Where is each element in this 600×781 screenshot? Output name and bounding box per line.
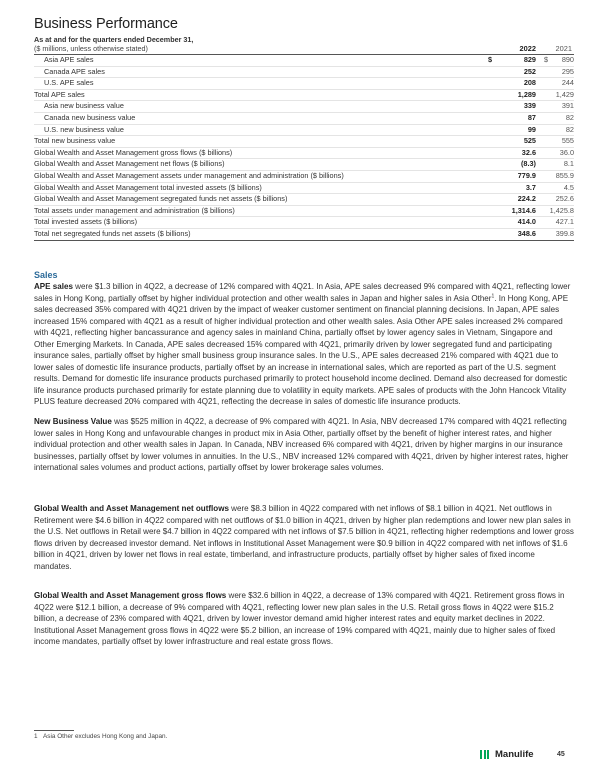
currency-2022 (488, 170, 498, 182)
table-row (34, 78, 574, 90)
value-2021: 555 (548, 136, 574, 148)
currency-2021 (536, 89, 548, 101)
currency-2022 (488, 66, 498, 78)
brand-name: Manulife (495, 749, 534, 760)
paragraph-text: was $525 million in 4Q22, a decrease of 9% compared with 4Q21. In Asia, NBV decreased 17% compared with 4Q21 reflecting lower sales in Hong Kong and unfavourable changes in product mix in Asia Other, partially offset by the benefit of higher interest rates, and higher individual protection and other wealth sales in Japan. In Canada, NBV increased 6% compared with 4Q21, driven by higher margins in our insurance businesses, partially offset by lower volumes in annuities. In the U.S., NBV increased 12% compared with 4Q21, driven by higher interest rates, higher international sales volumes and product actions, partially offset by lower brokerage sales volumes. (34, 417, 569, 473)
value-2022: 414.0 (498, 217, 536, 229)
value-2022: 1,289 (498, 89, 536, 101)
currency-2022 (488, 182, 498, 194)
currency-2021 (536, 147, 548, 159)
paragraph-text: . In Hong Kong, APE sales decreased 35% compared with 4Q21 driven by the impact of weaker customer sentiment on financial planning decisions. In Japan, APE sales increased 15% compared with 4Q21 as a result of higher individual protection and other wealth sales. Asia Other APE sales increased 2% compared with 4Q21, reflecting higher bancassurance and agency sales in mainland China, partially offset by lower agency sales in Vietnam, Singapore and Other Emerging Markets. In Canada, APE sales decreased 15% compared with 4Q21, primarily driven by lower segregated fund and participating insurance sales, partially offset by higher small business group insurance sales. In the U.S., APE sales decreased 21% compared with 4Q21 due to lower sales of domestic life insurance products, partially offset by an increase in international sales, which are reported as part of the U.S. segment results. Demand for domestic life insurance products purchased primarily to protect household income declined. Demand also decreased for domestic life insurance products purchased primarily for estate planning due to volatility in equity markets. APE sales of products with the John Hancock Vitality PLUS feature decreased 20% compared with 4Q21, reflecting the decrease in sales of domestic life insurance products. (34, 293, 569, 407)
currency-2022: $ (488, 55, 498, 66)
value-2021: 1,429 (548, 89, 574, 101)
paragraph-lead: New Business Value (34, 417, 112, 426)
section-heading-sales: Sales (34, 270, 58, 280)
value-2021: 244 (548, 78, 574, 90)
manulife-logo (480, 749, 534, 760)
paragraph-new-business-value (34, 416, 574, 474)
row-label: Total new business value (34, 136, 488, 148)
value-2022: 339 (498, 101, 536, 113)
currency-2022 (488, 147, 498, 159)
table-row (34, 147, 574, 159)
paragraph-text: were $32.6 billion in 4Q22, a decrease of 13% compared with 4Q21. Retirement gross flows in 4Q22 were $12.1 billion, a decrease of 9% compared with 4Q21, reflecting lower new plan sales in the U.S. Retail gross flows in 4Q22 were $15.2 billion, a decrease of 23% compared with 4Q21, driven by lower investor demand amid higher interest rates and equity market declines in 2022. Institutional Asset Management gross flows in 4Q22 were $5.2 billion, an increase of 19% compared with 4Q21, mainly due to higher sales of fixed income mandates, partially offset by lower infrastructure and real estate gross flows. (34, 591, 565, 647)
manulife-bars-icon (480, 750, 489, 759)
table-units-note: ($ millions, unless otherwise stated) (34, 44, 148, 53)
currency-2022 (488, 217, 498, 229)
currency-2021 (536, 101, 548, 113)
value-2022: 87 (498, 112, 536, 124)
currency-2021 (536, 66, 548, 78)
row-label: Total invested assets ($ billions) (34, 217, 488, 229)
value-2021: 890 (548, 55, 574, 66)
currency-2022 (488, 136, 498, 148)
table-row (34, 159, 574, 171)
row-label: Global Wealth and Asset Management gross flows ($ billions) (34, 147, 488, 159)
row-label: U.S. new business value (34, 124, 488, 136)
row-label: Canada APE sales (34, 66, 488, 78)
value-2021: 295 (548, 66, 574, 78)
table-row (34, 124, 574, 136)
value-2021: 427.1 (548, 217, 574, 229)
table-row (34, 217, 574, 229)
row-label: Total net segregated funds net assets ($ billions) (34, 228, 488, 240)
row-label: Asia new business value (34, 101, 488, 113)
table-row (34, 55, 574, 66)
paragraph-lead: Global Wealth and Asset Management net outflows (34, 504, 229, 513)
currency-2022 (488, 89, 498, 101)
currency-2021: $ (536, 55, 548, 66)
table-row (34, 182, 574, 194)
currency-2022 (488, 124, 498, 136)
row-label: Global Wealth and Asset Management total invested assets ($ billions) (34, 182, 488, 194)
currency-2021 (536, 205, 548, 217)
row-label: U.S. APE sales (34, 78, 488, 90)
currency-2022 (488, 194, 498, 206)
paragraph-lead: APE sales (34, 282, 73, 291)
paragraph-gwam-net-outflows (34, 503, 574, 572)
value-2021: 399.8 (548, 228, 574, 240)
currency-2022 (488, 205, 498, 217)
value-2021: 8.1 (548, 159, 574, 171)
paragraph-lead: Global Wealth and Asset Management gross flows (34, 591, 227, 600)
page-number: 45 (557, 751, 565, 758)
value-2022: 348.6 (498, 228, 536, 240)
value-2022: 525 (498, 136, 536, 148)
currency-2022 (488, 159, 498, 171)
currency-2021 (536, 217, 548, 229)
paragraph-gwam-gross-flows (34, 590, 574, 648)
currency-2022 (488, 228, 498, 240)
table-row (34, 194, 574, 206)
currency-2022 (488, 112, 498, 124)
paragraph-ape-sales (34, 281, 574, 408)
table-row (34, 112, 574, 124)
value-2022: 779.9 (498, 170, 536, 182)
value-2022: 1,314.6 (498, 205, 536, 217)
page-title: Business Performance (34, 16, 178, 32)
currency-2022 (488, 101, 498, 113)
row-label: Total assets under management and administration ($ billions) (34, 205, 488, 217)
currency-2021 (536, 194, 548, 206)
footnote-ref[interactable]: 1 (491, 292, 495, 299)
table-row (34, 136, 574, 148)
currency-2021 (536, 78, 548, 90)
value-2021: 391 (548, 101, 574, 113)
value-2022: 208 (498, 78, 536, 90)
value-2021: 4.5 (548, 182, 574, 194)
footnote-number: 1 (34, 733, 38, 740)
row-label: Global Wealth and Asset Management net flows ($ billions) (34, 159, 488, 171)
currency-2022 (488, 78, 498, 90)
currency-2021 (536, 182, 548, 194)
value-2022: 224.2 (498, 194, 536, 206)
column-header-2021: 2021 (555, 44, 572, 53)
value-2022: (8.3) (498, 159, 536, 171)
table-row (34, 170, 574, 182)
table-row (34, 205, 574, 217)
value-2021: 82 (548, 112, 574, 124)
table-row (34, 66, 574, 78)
value-2022: 32.6 (498, 147, 536, 159)
table-row (34, 89, 574, 101)
paragraph-text: were $8.3 billion in 4Q22 compared with net inflows of $8.1 billion in 4Q21. Net outflows in Retirement were $4.6 billion in 4Q22 compared with net outflows of $1.0 billion in 4Q21, driven by higher plan redemptions and lower new plan sales in the U.S. Net outflows in Retail were $4.7 billion in 4Q22 compared with net inflows of $7.5 billion in 4Q21, reflecting higher redemptions and lower gross flows driven by decreased investor demand. Net inflows in Institutional Asset Management were $0.9 billion in 4Q22 compared with net inflows of $1.6 billion in 4Q21, driven by lower net flows in real estate, timberland, and infrastructure products, partially offset by higher sales of fixed income mandates. (34, 504, 574, 571)
business-performance-table (34, 55, 574, 241)
currency-2021 (536, 228, 548, 240)
value-2021: 36.0 (548, 147, 574, 159)
column-header-2022: 2022 (519, 44, 536, 53)
footnote (34, 733, 167, 740)
row-label: Global Wealth and Asset Management segregated funds net assets ($ billions) (34, 194, 488, 206)
paragraph-text: were $1.3 billion in 4Q22, a decrease of 12% compared with 4Q21. In Asia, APE sales decreased 9% compared with 4Q21, reflecting lower sales in Hong Kong, partially offset by higher individual protection and other wealth sales in Japan and higher sales in Asia Other (34, 282, 571, 303)
row-label: Canada new business value (34, 112, 488, 124)
value-2022: 99 (498, 124, 536, 136)
table-row (34, 101, 574, 113)
row-label: Asia APE sales (34, 55, 488, 66)
table-subtitle: As at and for the quarters ended December 31, (34, 35, 194, 44)
value-2022: 3.7 (498, 182, 536, 194)
currency-2021 (536, 112, 548, 124)
currency-2021 (536, 170, 548, 182)
row-label: Global Wealth and Asset Management assets under management and administration ($ billions) (34, 170, 488, 182)
value-2021: 1,425.8 (548, 205, 574, 217)
currency-2021 (536, 159, 548, 171)
value-2021: 82 (548, 124, 574, 136)
currency-2021 (536, 136, 548, 148)
value-2022: 829 (498, 55, 536, 66)
footnote-text: Asia Other excludes Hong Kong and Japan. (43, 733, 168, 740)
currency-2021 (536, 124, 548, 136)
footnote-rule (34, 730, 74, 731)
row-label: Total APE sales (34, 89, 488, 101)
value-2021: 855.9 (548, 170, 574, 182)
value-2021: 252.6 (548, 194, 574, 206)
value-2022: 252 (498, 66, 536, 78)
table-row (34, 228, 574, 240)
